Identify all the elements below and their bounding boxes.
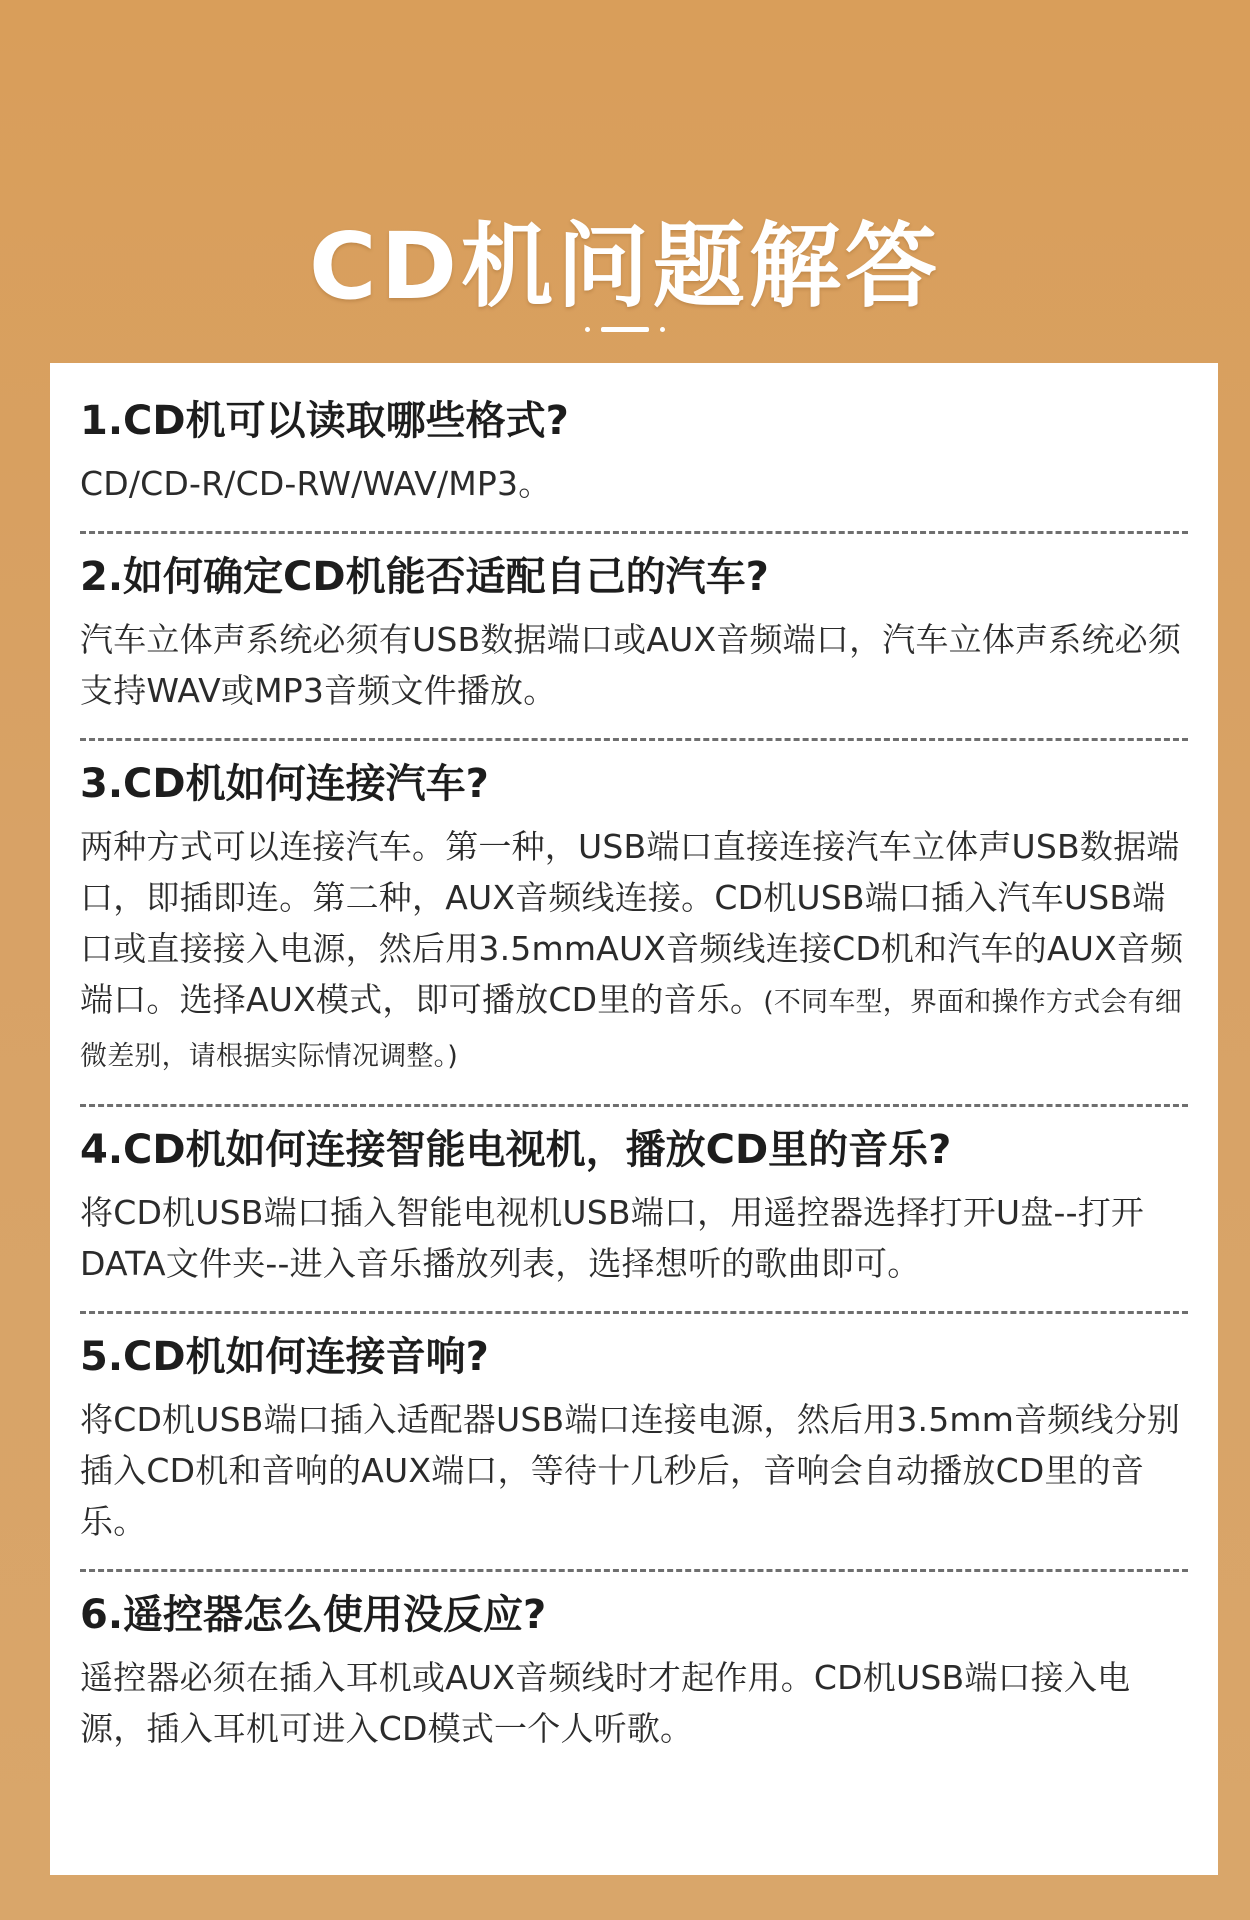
faq-answer-3: [80, 821, 1188, 1082]
divider-bar: [601, 327, 649, 332]
faq-answer-2: 汽车立体声系统必须有USB数据端口或AUX音频端口，汽车立体声系统必须支持WAV或MP3音频文件播放。: [80, 620, 1182, 710]
faq-question-5: 5.CD机如何连接音响?: [80, 1334, 489, 1380]
faq-question-6: 6.遥控器怎么使用没反应?: [80, 1592, 547, 1638]
faq-item-2: [80, 534, 1188, 741]
faq-question-3: 3.CD机如何连接汽车?: [80, 761, 489, 807]
faq-item-4: [80, 1107, 1188, 1314]
faq-item-6: [80, 1572, 1188, 1776]
faq-item-3: [80, 741, 1188, 1107]
faq-item-5: [80, 1314, 1188, 1572]
faq-item-1: [80, 378, 1188, 534]
divider-dot-right: [660, 327, 665, 332]
faq-answer-3-text: 两种方式可以连接汽车。第一种，USB端口直接连接汽车立体声USB数据端口，即插即连。第二种，AUX音频线连接。CD机USB端口插入汽车USB端口或直接接入电源，然后用3.5mmAUX音频线连接CD机和汽车的AUX音频端口。选择AUX模式，即可播放CD里的音乐。: [80, 827, 1184, 1019]
faq-answer-1: CD/CD-R/CD-RW/WAV/MP3。: [80, 464, 552, 503]
divider-dot-left: [585, 327, 590, 332]
faq-answer-3-note: (不同车型，界面和操作方式会有细微差别，请根据实际情况调整。): [80, 987, 1182, 1072]
page-title: CD机问题解答: [309, 212, 941, 320]
faq-question-4: 4.CD机如何连接智能电视机，播放CD里的音乐?: [80, 1127, 952, 1173]
faq-answer-6: 遥控器必须在插入耳机或AUX音频线时才起作用。CD机USB端口接入电源，插入耳机可进入CD模式一个人听歌。: [80, 1658, 1131, 1748]
faq-question-2: 2.如何确定CD机能否适配自己的汽车?: [80, 554, 769, 600]
faq-card: [50, 363, 1218, 1875]
title-divider: [585, 325, 665, 333]
faq-question-1: 1.CD机可以读取哪些格式?: [80, 398, 569, 444]
faq-answer-5: 将CD机USB端口插入适配器USB端口连接电源，然后用3.5mm音频线分别插入CD机和音响的AUX端口，等待十几秒后，音响会自动播放CD里的音乐。: [80, 1400, 1181, 1541]
faq-answer-4: 将CD机USB端口插入智能电视机USB端口，用遥控器选择打开U盘--打开DATA文件夹--进入音乐播放列表，选择想听的歌曲即可。: [80, 1193, 1145, 1283]
